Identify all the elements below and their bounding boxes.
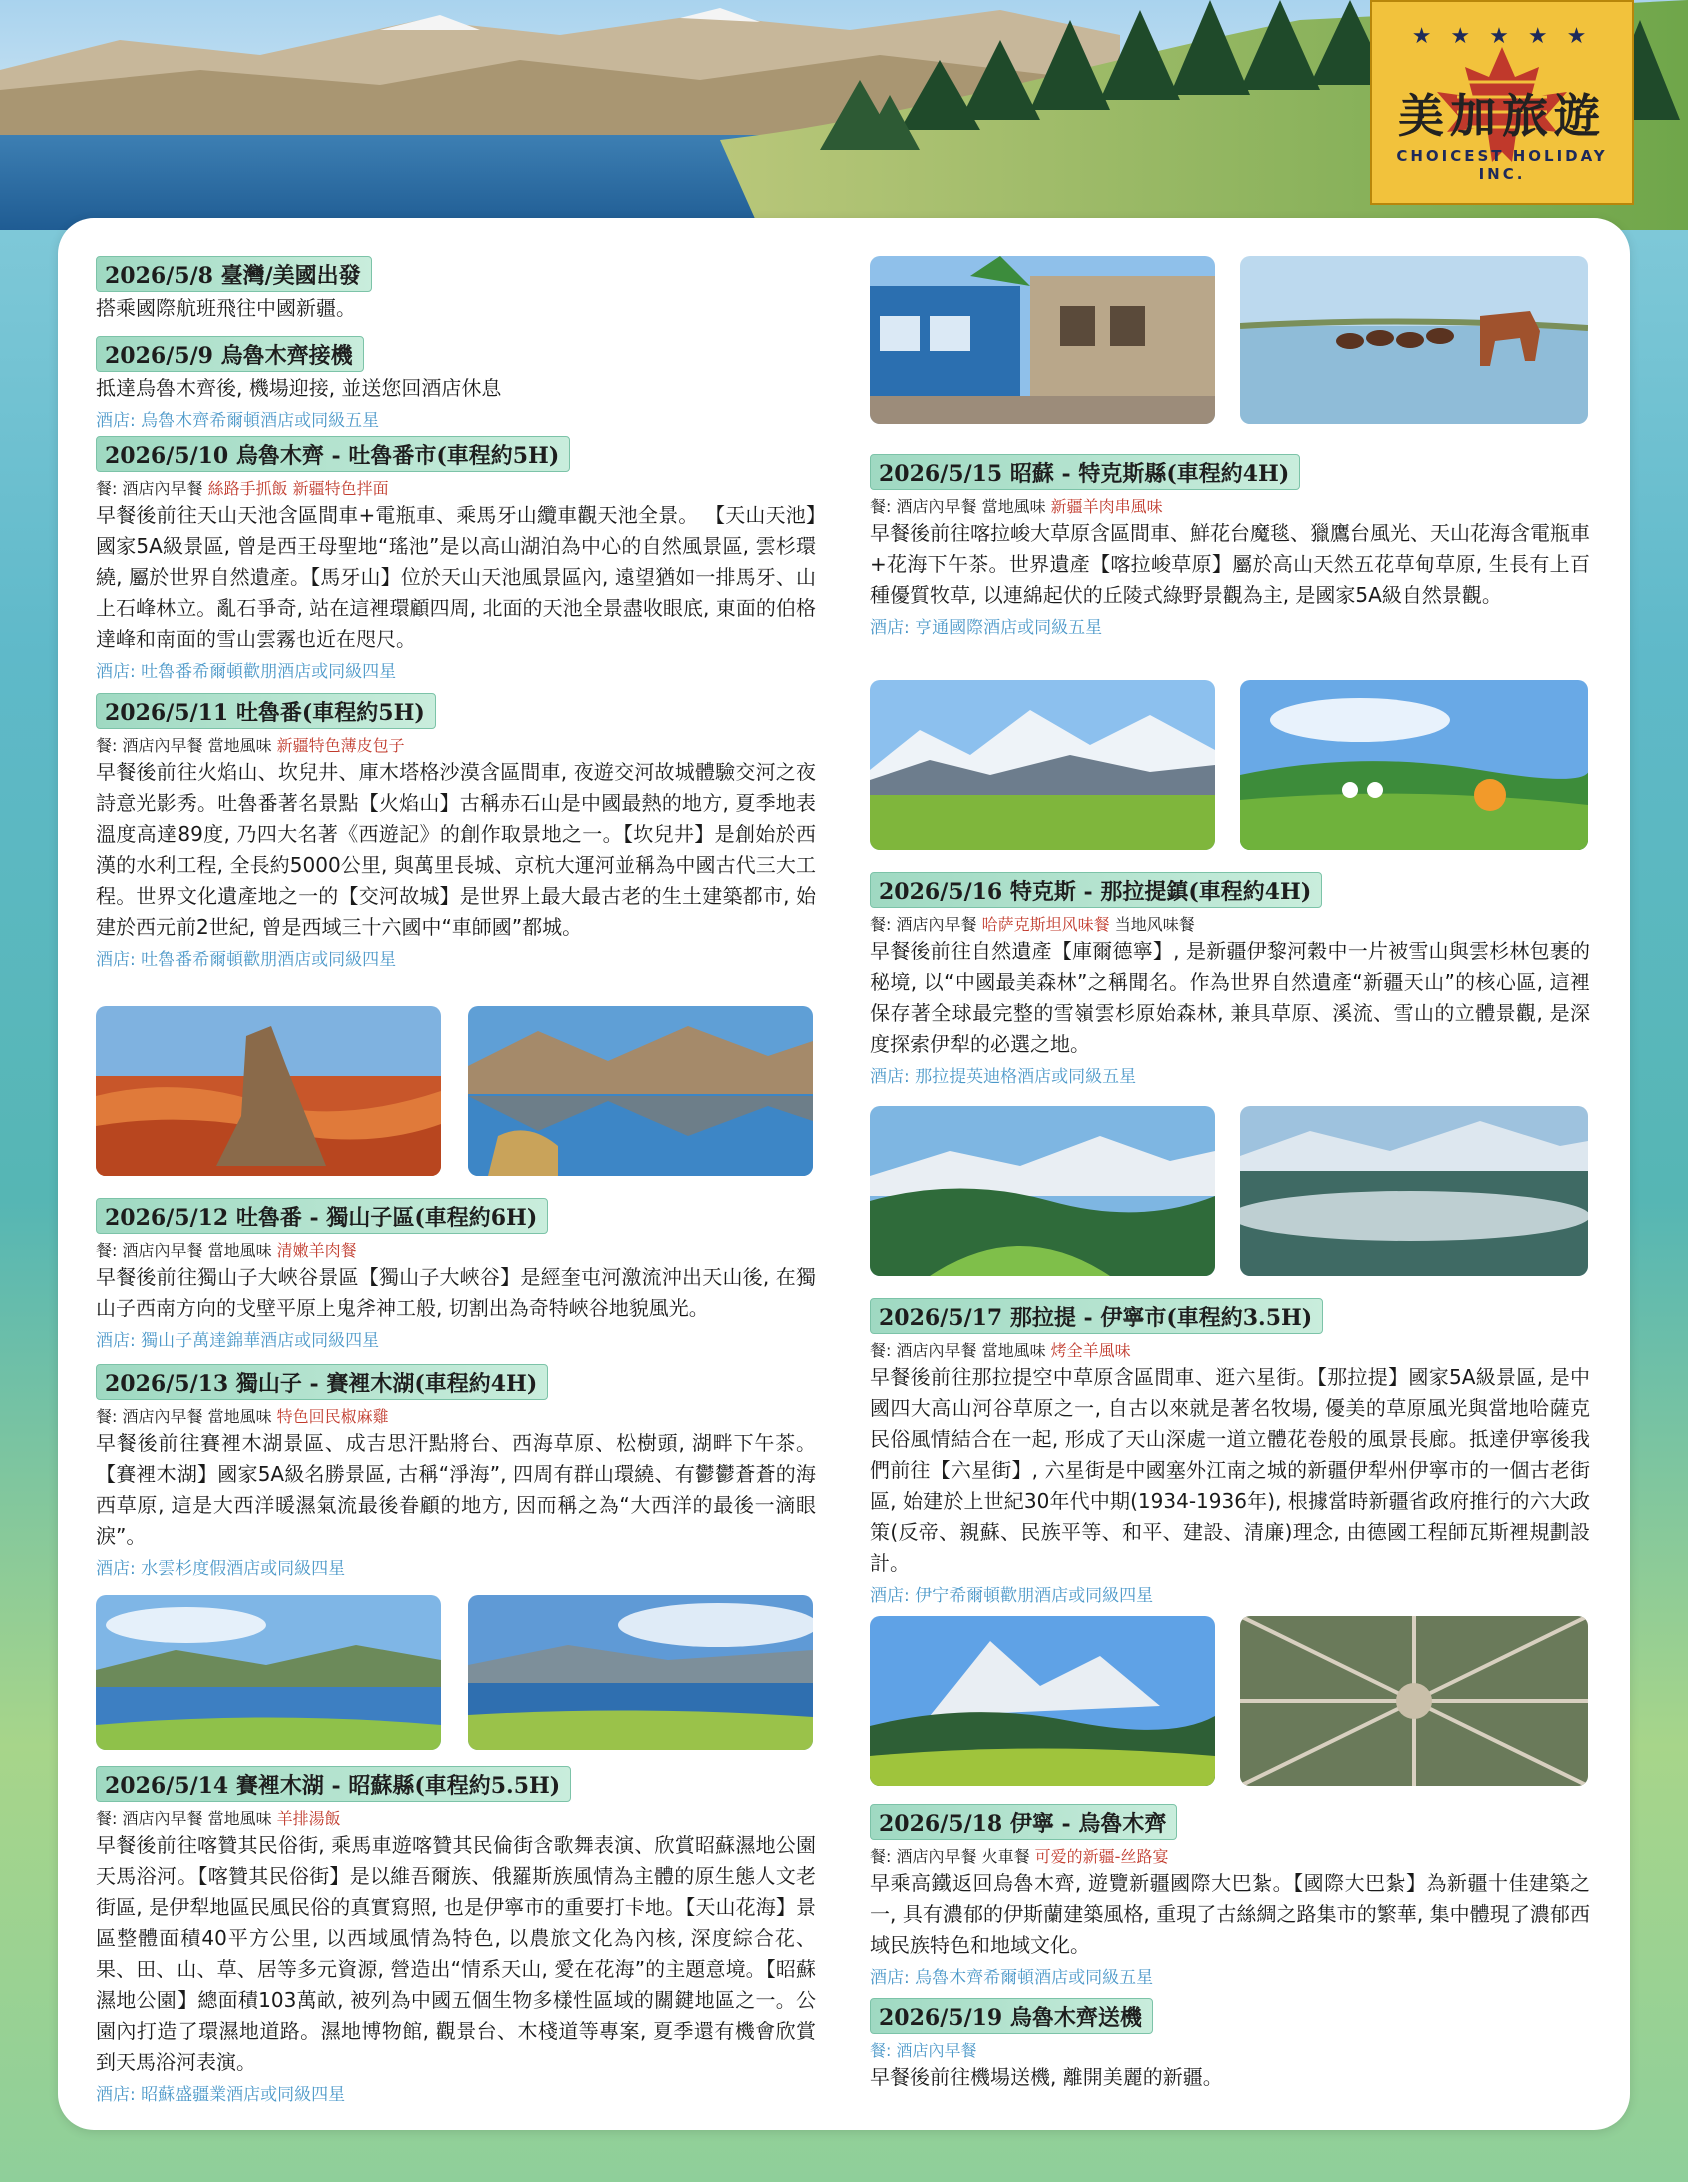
logo-brand-text: 美加旅遊 [1398, 89, 1606, 143]
photo-six-star-street-aerial [1240, 1616, 1588, 1786]
day-hotel: 酒店: 烏魯木齊希爾頓酒店或同級五星 [96, 411, 380, 431]
photo-horses-river [1240, 256, 1588, 424]
meal-label: 餐: 酒店內早餐 火車餐 [870, 1847, 1030, 1866]
day-item [870, 872, 1590, 1087]
meal-highlight: 可爱的新疆-丝路宴 [1034, 1847, 1169, 1866]
day-description: 早餐後前往獨山子大峽谷景區【獨山子大峽谷】是經奎屯河激流沖出天山後, 在獨山子西南方向的戈壁平原上鬼斧神工般, 切割出為奇特峽谷地貌風光。 [96, 1265, 816, 1320]
meal-extra: 当地风味餐 [1114, 915, 1195, 934]
day-description: 早餐後前往喀拉峻大草原含區間車、鮮花台魔毯、獵鷹台風光、天山花海含電瓶車+花海下午茶。世界遺產【喀拉峻草原】屬於高山天然五花草甸草原, 生長有上百種優質牧草, 以連綿起伏的丘陵式綠野景觀為主, 是國家5A級自然景觀。 [870, 521, 1590, 607]
meal-highlight: 羊排湯飯 [276, 1809, 341, 1828]
meal-highlight: 新疆羊肉串風味 [1050, 497, 1163, 516]
day-hotel: 酒店: 那拉提英迪格酒店或同級五星 [870, 1067, 1137, 1087]
day-title: 2026/5/8 臺灣/美國出發 [96, 256, 372, 292]
day-item [870, 1804, 1590, 1988]
day-description: 早餐後前往自然遺產【庫爾德寧】, 是新疆伊黎河穀中一片被雪山與雲杉林包裹的秘境, 以“中國最美森林”之稱聞名。作為世界自然遺產“新疆天山”的核心區, 這裡保存著全球最完整的雪嶺雲杉原始森林, 兼具草原、溪流、雪山的立體景觀, 是深度探索伊犁的必選之地。 [870, 939, 1590, 1056]
itinerary-card [58, 218, 1630, 2130]
photo-misty-forest [1240, 1106, 1588, 1276]
day-title: 2026/5/17 那拉提 - 伊寧市(車程約3.5H) [870, 1298, 1323, 1334]
meal-label: 餐: 酒店內早餐 [870, 915, 977, 934]
meal-highlight: 清嫩羊肉餐 [276, 1241, 357, 1260]
photo-sayram-lake-2 [468, 1595, 813, 1750]
company-logo [1370, 0, 1634, 205]
day-item [870, 1298, 1590, 1606]
meal-label: 餐: 酒店內早餐 當地風味 [870, 497, 1046, 516]
day-description: 早餐後前往天山天池含區間車+電瓶車、乘馬牙山纜車觀天池全景。 【天山天池】國家5A級景區, 曾是西王母聖地“瑤池”是以高山湖泊為中心的自然風景區, 雲杉環繞, 屬於世界自然遺產。【馬牙山】位於天山天池風景區內, 遠望猶如一排馬牙、山上石峰林立。亂石爭奇, 站在這裡環顧四周, 北面的天池全景盡收眼底, 東面的伯格達峰和南面的雪山雲霧也近在咫尺。 [96, 503, 816, 651]
day-title: 2026/5/14 賽裡木湖 - 昭蘇縣(車程約5.5H) [96, 1766, 571, 1802]
photo-sayram-lake-1 [96, 1595, 441, 1750]
day-description: 早乘高鐵返回烏魯木齊, 遊覽新疆國際大巴紮。【國際大巴紮】為新疆十佳建築之一, 具有濃郁的伊斯蘭建築風格, 重現了古絲綢之路集市的繁華, 集中體現了濃郁西域民族特色和地域文化。 [870, 1871, 1590, 1957]
meal-highlight: 特色回民椒麻雞 [276, 1407, 389, 1426]
day-item [870, 1998, 1590, 2093]
meal-label: 餐: 酒店內早餐 當地風味 [96, 1809, 272, 1828]
photo-snow-mountain-grassland [870, 680, 1215, 850]
day-hotel: 酒店: 昭蘇盛疆業酒店或同級四星 [96, 2085, 346, 2105]
photo-nalati-grassland [870, 1616, 1215, 1786]
day-description: 早餐後前往機場送機, 離開美麗的新疆。 [870, 2065, 1223, 2089]
meal-label: 餐: 酒店內早餐 當地風味 [96, 736, 272, 755]
day-item [870, 454, 1590, 638]
day-title: 2026/5/10 烏魯木齊 - 吐魯番市(車程約5H) [96, 436, 570, 472]
day-meal [870, 1844, 1590, 1867]
day-description: 早餐後前往賽裡木湖景區、成吉思汗點將台、西海草原、松樹頭, 湖畔下午茶。【賽裡木湖】國家5A級名勝景區, 古稱“淨海”, 四周有群山環繞、有鬱鬱蒼蒼的海西草原, 這是大西洋暖濕氣流最後眷顧的地方, 因而稱之為“大西洋的最後一滴眼淚”。 [96, 1431, 816, 1548]
day-hotel: 酒店: 水雲杉度假酒店或同級四星 [96, 1559, 346, 1579]
day-hotel: 酒店: 吐魯番希爾頓歡朋酒店或同級四星 [96, 950, 397, 970]
day-meal [870, 494, 1590, 517]
day-hotel: 酒店: 吐魯番希爾頓歡朋酒店或同級四星 [96, 662, 397, 682]
photo-flaming-mountain [96, 1006, 441, 1176]
day-hotel: 酒店: 烏魯木齊希爾頓酒店或同級五星 [870, 1968, 1154, 1988]
day-title: 2026/5/19 烏魯木齊送機 [870, 1998, 1153, 2034]
meal-highlight: 絲路手抓飯 新疆特色拌面 [207, 479, 389, 498]
meal-highlight: 新疆特色薄皮包子 [276, 736, 405, 755]
meal-highlight: 哈萨克斯坦风味餐 [981, 915, 1110, 934]
day-description: 早餐後前往喀贊其民俗街, 乘馬車遊喀贊其民倫街含歌舞表演、欣賞昭蘇濕地公園天馬浴河。【喀贊其民俗街】是以維吾爾族、俄羅斯族風情為主體的原生態人文老街區, 是伊犁地區民風民俗的真實寫照, 也是伊寧市的重要打卡地。【天山花海】景區整體面積40平方公里, 以西域風情為特色, 以農旅文化為內核, 深度綜合花、果、田、山、草、居等多元資源, 營造出“情系天山, 愛在花海”的主題意境。【昭蘇濕地公園】總面積103萬畝, 被列為中國五個生物多樣性區域的關鍵地區之一。公園內打造了環濕地道路。濕地博物館, 觀景台、木棧道等專案, 夏季還有機會欣賞到天馬浴河表演。 [96, 1833, 816, 2074]
meal-label: 餐: 酒店內早餐 [96, 479, 203, 498]
day-item [96, 336, 816, 431]
day-meal [96, 1404, 816, 1427]
day-description: 早餐後前往那拉提空中草原含區間車、逛六星街。【那拉提】國家5A級景區, 是中國四大高山河谷草原之一, 自古以來就是著名牧場, 優美的草原風光與當地哈薩克民俗風情結合在一起, 形成了天山深處一道立體花卷般的風景長廊。抵達伊寧後我們前往【六星街】, 六星街是中國塞外江南之城的新疆伊犁州伊寧市的一個古老街區, 始建於上世紀30年代中期(1934-1936年), 根據當時新疆省政府推行的六大政策(反帝、親蘇、民族平等、和平、建設、清廉)理念, 由德國工程師瓦斯裡規劃設計。 [870, 1365, 1590, 1575]
day-meal [96, 1238, 816, 1261]
day-description: 早餐後前往火焰山、坎兒井、庫木塔格沙漠含區間車, 夜遊交河故城體驗交河之夜詩意光影秀。吐魯番著名景點【火焰山】古稱赤石山是中國最熱的地方, 夏季地表溫度高達89度, 乃四大名著《西遊記》的創作取景地之一。【坎兒井】是創始於西漢的水利工程, 全長約5000公里, 與萬里長城、京杭大運河並稱為中國古代三大工程。世界文化遺產地之一的【交河故城】是世界上最大最古老的生土建築都市, 始建於西元前2世紀, 曾是西域三十六國中“車師國”都城。 [96, 760, 816, 939]
day-title: 2026/5/12 吐魯番 - 獨山子區(車程約6H) [96, 1198, 548, 1234]
day-description: 搭乘國際航班飛往中國新疆。 [96, 296, 356, 320]
photo-folk-street [870, 256, 1215, 424]
day-item [96, 1766, 816, 2105]
day-meal [870, 1338, 1590, 1361]
logo-stars: ★ ★ ★ ★ ★ [1411, 24, 1593, 49]
day-title: 2026/5/16 特克斯 - 那拉提鎮(車程約4H) [870, 872, 1322, 908]
day-hotel: 酒店: 亨通國際酒店或同級五星 [870, 618, 1103, 638]
meal-label: 餐: 酒店內早餐 當地風味 [96, 1407, 272, 1426]
meal-label: 餐: 酒店內早餐 當地風味 [96, 1241, 272, 1260]
day-item [96, 1364, 816, 1579]
day-item [96, 256, 816, 324]
day-title: 2026/5/9 烏魯木齊接機 [96, 336, 364, 372]
day-hotel: 酒店: 伊宁希爾頓歡朋酒店或同級四星 [870, 1586, 1154, 1606]
day-title: 2026/5/15 昭蘇 - 特克斯縣(車程約4H) [870, 454, 1300, 490]
day-item [96, 1198, 816, 1351]
day-title: 2026/5/18 伊寧 - 烏魯木齊 [870, 1804, 1177, 1840]
day-meal [96, 1806, 816, 1829]
photo-yurts-meadow [1240, 680, 1588, 850]
day-title: 2026/5/11 吐魯番(車程約5H) [96, 693, 436, 729]
day-item [96, 693, 816, 970]
day-title: 2026/5/13 獨山子 - 賽裡木湖(車程約4H) [96, 1364, 548, 1400]
day-item [96, 436, 816, 682]
meal-highlight: 烤全羊風味 [1050, 1341, 1131, 1360]
logo-subtitle: CHOICEST HOLIDAY INC. [1396, 147, 1608, 183]
day-meal [870, 912, 1590, 935]
meal-label: 餐: 酒店內早餐 [870, 2041, 977, 2060]
day-description: 抵達烏魯木齊後, 機場迎接, 並送您回酒店休息 [96, 376, 502, 400]
day-meal [96, 733, 816, 756]
day-meal [96, 476, 816, 499]
day-hotel: 酒店: 獨山子萬達錦華酒店或同級四星 [96, 1331, 380, 1351]
photo-kurdening-valley [870, 1106, 1215, 1276]
photo-mountain-lake [468, 1006, 813, 1176]
meal-label: 餐: 酒店內早餐 當地風味 [870, 1341, 1046, 1360]
day-meal [870, 2038, 1590, 2061]
